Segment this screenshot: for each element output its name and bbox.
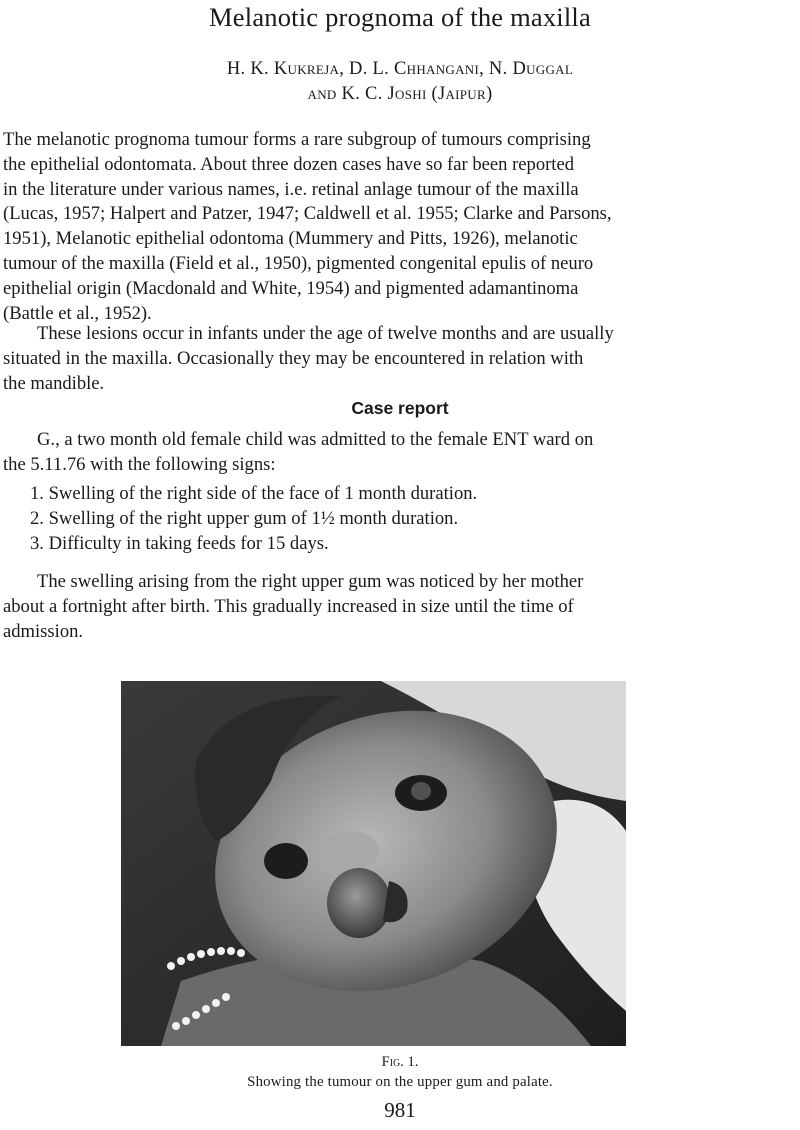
history-paragraph — [3, 570, 798, 644]
case-paragraph — [3, 428, 798, 478]
occurrence-paragraph — [3, 322, 798, 396]
figure-caption: Showing the tumour on the upper gum and palate. — [247, 1074, 553, 1090]
author-line-2: and K. C. Joshi (Jaipur) — [307, 84, 493, 104]
page-number: 981 — [384, 1098, 416, 1122]
intro-line: The melanotic prognoma tumour forms a rare subgroup of tumours comprising — [3, 129, 591, 150]
intro-line: epithelial origin (Macdonald and White, 1954) and pigmented adamantinoma — [3, 277, 579, 299]
case-line: G., a two month old female child was admitted to the female ENT ward on — [37, 429, 594, 450]
occurrence-line: the mandible. — [3, 372, 105, 394]
occurrence-line: These lesions occur in infants under the age of twelve months and are usually — [37, 323, 614, 344]
figure-photograph — [121, 681, 626, 1046]
intro-line: 1951), Melanotic epithelial odontoma (Mummery and Pitts, 1926), melanotic — [3, 228, 578, 250]
sign-item: 1. Swelling of the right side of the face of 1 month duration. — [30, 483, 478, 504]
history-line: admission. — [3, 620, 84, 642]
case-report-heading: Case report — [351, 398, 449, 418]
intro-line: (Battle et al., 1952). — [3, 302, 152, 324]
intro-line: (Lucas, 1957; Halpert and Patzer, 1947; Caldwell et al. 1955; Clarke and Parsons, — [3, 203, 612, 225]
history-line: The swelling arising from the right upper gum was noticed by her mother — [37, 571, 584, 592]
sign-item: 2. Swelling of the right upper gum of 1½ month duration. — [30, 507, 459, 529]
case-line: the 5.11.76 with the following signs: — [3, 453, 276, 475]
article-title: Melanotic prognoma of the maxilla — [209, 2, 591, 32]
intro-line: the epithelial odontomata. About three dozen cases have so far been reported — [3, 153, 575, 175]
author-block — [0, 57, 800, 107]
intro-paragraph — [3, 128, 798, 326]
sign-item: 3. Difficulty in taking feeds for 15 days. — [30, 532, 329, 554]
author-line-1: H. K. Kukreja, D. L. Chhangani, N. Duggal — [226, 59, 574, 79]
figure-label: Fig. 1. — [381, 1054, 419, 1070]
infant-photo-illustration — [121, 681, 626, 1046]
occurrence-line: situated in the maxilla. Occasionally they may be encountered in relation with — [3, 347, 584, 369]
signs-list — [30, 482, 790, 556]
history-line: about a fortnight after birth. This gradually increased in size until the time of — [3, 595, 574, 617]
intro-line: in the literature under various names, i.e. retinal anlage tumour of the maxilla — [3, 178, 579, 200]
intro-line: tumour of the maxilla (Field et al., 1950), pigmented congenital epulis of neuro — [3, 252, 594, 274]
